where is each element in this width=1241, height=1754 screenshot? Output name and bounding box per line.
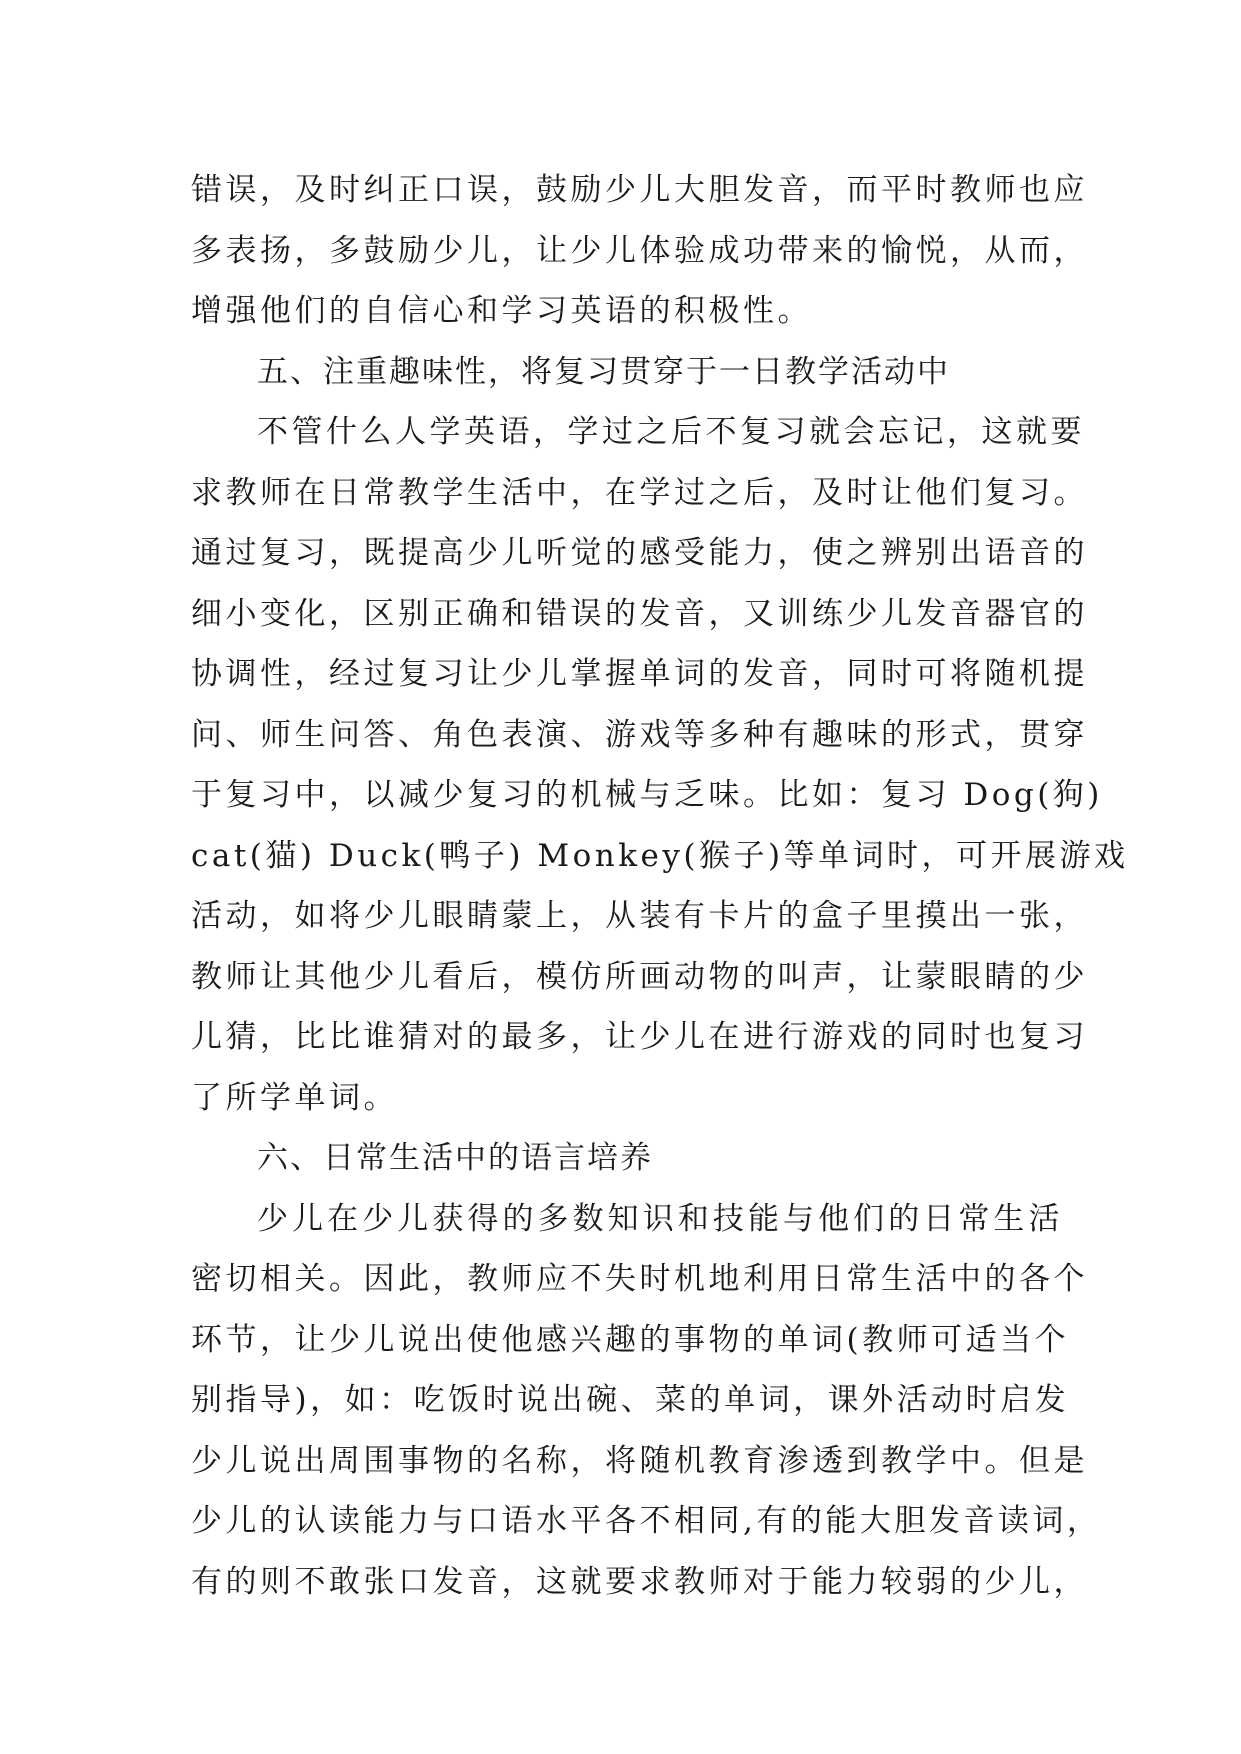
text-line: 多表扬，多鼓励少儿，让少儿体验成功带来的愉悦，从而， [191,232,1088,269]
text-line: 少儿在少儿获得的多数知识和技能与他们的日常生活 [257,1200,1063,1237]
body-text [191,160,1129,1612]
text-line: 不管什么人学英语，学过之后不复习就会忘记，这就要 [257,414,1085,450]
text-line: 有的则不敢张口发音，这就要求教师对于能力较弱的少儿， [191,1563,1088,1600]
section-heading: 五、注重趣味性，将复习贯穿于一日教学活动中 [257,353,950,390]
section-heading: 六、日常生活中的语言培养 [257,1140,653,1176]
text-line: 增强他们的自信心和学习英语的积极性。 [191,293,812,329]
text-line: 环节，让少儿说出使他感兴趣的事物的单词(教师可适当个 [191,1321,1070,1358]
text-line: 求教师在日常教学生活中，在学过之后，及时让他们复习。 [191,474,1088,511]
text-line: 少儿说出周围事物的名称，将随机教育渗透到教学中。但是 [191,1442,1088,1479]
text-line: 协调性，经过复习让少儿掌握单词的发音，同时可将随机提 [191,656,1088,692]
text-line: 于复习中，以减少复习的机械与乏味。比如：复习 Dog(狗) [191,777,1103,813]
text-line: 了所学单词。 [191,1079,398,1116]
text-line: 别指导)，如：吃饭时说出碗、菜的单词，课外活动时启发 [191,1382,1070,1418]
text-line: 通过复习，既提高少儿听觉的感受能力，使之辨别出语音的 [191,535,1088,571]
text-line: 教师让其他少儿看后，模仿所画动物的叫声，让蒙眼睛的少 [191,958,1088,995]
text-line: 细小变化，区别正确和错误的发音，又训练少儿发音器官的 [191,595,1088,632]
text-line: 密切相关。因此，教师应不失时机地利用日常生活中的各个 [191,1261,1088,1297]
text-line: 活动，如将少儿眼睛蒙上，从装有卡片的盒子里摸出一张， [191,898,1088,934]
text-line: cat(猫) Duck(鸭子) Monkey(猴子)等单词时，可开展游戏 [191,837,1129,874]
text-line: 错误，及时纠正口误，鼓励少儿大胆发音，而平时教师也应 [191,172,1088,208]
text-line: 儿猜，比比谁猜对的最多，让少儿在进行游戏的同时也复习 [191,1019,1088,1055]
text-line: 少儿的认读能力与口语水平各不相同,有的能大胆发音读词， [191,1503,1102,1539]
text-line: 问、师生问答、角色表演、游戏等多种有趣味的形式，贯穿 [191,716,1088,753]
